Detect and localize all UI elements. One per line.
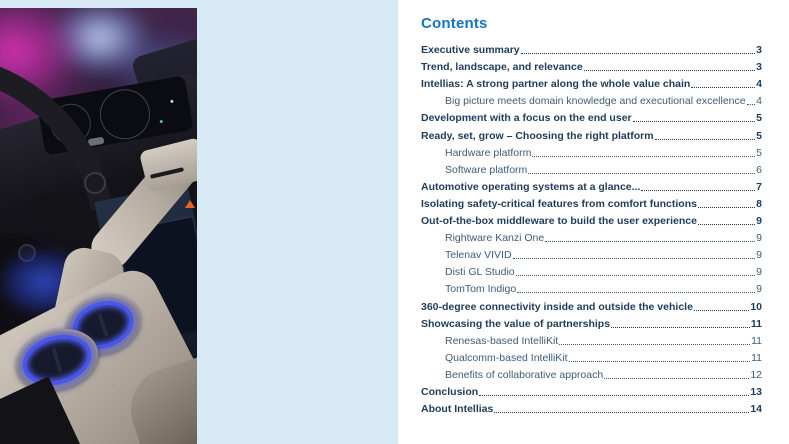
toc-entry-page: 9 (756, 249, 762, 262)
toc-entry[interactable] (421, 75, 762, 92)
toc-title: Contents (421, 15, 488, 32)
toc-entry[interactable] (421, 178, 762, 195)
toc-entry-label: Disti GL Studio (445, 266, 515, 279)
toc-dot-leader (513, 258, 756, 259)
toc-entry-label: Big picture meets domain knowledge and executional excellence (445, 95, 746, 108)
toc-dot-leader (611, 327, 750, 328)
toc-entry-page: 5 (756, 129, 762, 142)
toc-entry-page: 9 (756, 283, 762, 296)
toc-dot-leader (641, 190, 755, 191)
toc-entry-label: Software platform (445, 163, 528, 176)
toc-entry-page: 7 (756, 180, 762, 193)
toc-dot-leader (516, 275, 756, 276)
gauge-right (96, 85, 154, 143)
toc-entry[interactable] (421, 212, 762, 229)
hazard-button (185, 200, 195, 208)
toc-entry-label: Ready, set, grow – Choosing the right platform (421, 129, 654, 142)
toc-entry-label: Executive summary (421, 44, 520, 57)
toc-entry-label: About Intellias (421, 403, 494, 416)
toc-dot-leader (479, 395, 749, 396)
toc-entry[interactable] (421, 246, 762, 263)
toc-entry[interactable] (421, 349, 762, 366)
toc-entry[interactable] (421, 315, 762, 332)
toc-entry-page: 9 (756, 232, 762, 245)
toc-entry-page: 10 (750, 300, 762, 313)
toc-entry-label: Intellias: A strong partner along the whole value chain (421, 78, 691, 91)
toc-dot-leader (698, 224, 755, 225)
toc-dot-leader (747, 104, 756, 105)
toc-entry[interactable] (421, 144, 762, 161)
toc-entry[interactable] (421, 126, 762, 143)
toc-dot-leader (694, 310, 749, 311)
toc-entry[interactable] (421, 366, 762, 383)
toc-entry-label: Trend, landscape, and relevance (421, 61, 583, 74)
toc-entry-label: Hardware platform (445, 146, 532, 159)
toc-entry[interactable] (421, 332, 762, 349)
table-of-contents (421, 15, 762, 417)
toc-entry-page: 8 (756, 197, 762, 210)
toc-entry-page: 14 (750, 403, 762, 416)
toc-list (421, 41, 762, 417)
toc-entry-page: 11 (750, 317, 762, 330)
toc-entry[interactable] (421, 297, 762, 314)
toc-entry-page: 4 (756, 95, 762, 108)
toc-entry-page: 11 (751, 334, 762, 347)
toc-entry-label: Automotive operating systems at a glance... (421, 180, 641, 193)
toc-entry-page: 3 (756, 44, 762, 57)
toc-dot-leader (528, 173, 755, 174)
toc-entry-label: Qualcomm-based IntelliKit (445, 351, 568, 364)
toc-dot-leader (517, 292, 755, 293)
toc-dot-leader (604, 378, 749, 379)
toc-dot-leader (521, 53, 756, 54)
gear-indicator (160, 120, 163, 123)
toc-entry[interactable] (421, 58, 762, 75)
toc-entry-label: Development with a focus on the end user (421, 112, 632, 125)
toc-entry-label: Isolating safety-critical features from comfort functions (421, 197, 697, 210)
toc-entry-label: Conclusion (421, 385, 479, 398)
toc-entry-label: Showcasing the value of partnerships (421, 317, 611, 330)
cup-holder-divider (51, 347, 63, 373)
toc-dot-leader (559, 344, 750, 345)
toc-entry[interactable] (421, 280, 762, 297)
toc-dot-leader (584, 70, 756, 71)
toc-entry[interactable] (421, 383, 762, 400)
toc-entry[interactable] (421, 161, 762, 178)
toc-entry-page: 13 (750, 385, 762, 398)
toc-dot-leader (698, 207, 755, 208)
toc-entry-label: Benefits of collaborative approach (445, 368, 604, 381)
toc-entry-page: 5 (756, 146, 762, 159)
toc-entry-label: TomTom Indigo (445, 283, 517, 296)
cup-holder-divider (97, 313, 109, 337)
toc-entry[interactable] (421, 92, 762, 109)
toc-dot-leader (633, 121, 756, 122)
toc-entry-label: Telenav VIVID (445, 249, 512, 262)
toc-entry[interactable] (421, 263, 762, 280)
toc-entry-page: 11 (751, 351, 762, 364)
car-interior-photo (0, 8, 197, 444)
toc-entry[interactable] (421, 195, 762, 212)
toc-dot-leader (545, 241, 755, 242)
toc-entry[interactable] (421, 41, 762, 58)
toc-entry-label: 360-degree connectivity inside and outside the vehicle (421, 300, 693, 313)
toc-entry-page: 6 (756, 163, 762, 176)
toc-dot-leader (691, 87, 755, 88)
toc-entry[interactable] (421, 400, 762, 417)
toc-dot-leader (655, 139, 756, 140)
toc-entry-label: Rightware Kanzi One (445, 232, 545, 245)
toc-dot-leader (494, 412, 749, 413)
toc-entry-label: Renesas-based IntelliKit (445, 334, 559, 347)
wheel-thumb-roller (84, 172, 106, 194)
toc-entry-page: 3 (756, 61, 762, 74)
toc-entry-page: 4 (756, 78, 762, 91)
toc-entry-page: 9 (756, 215, 762, 228)
toc-entry-page: 9 (756, 266, 762, 279)
cluster-readout (170, 100, 173, 103)
toc-dot-leader (569, 361, 751, 362)
toc-entry-page: 12 (750, 368, 762, 381)
toc-dot-leader (532, 156, 755, 157)
toc-entry-label: Out-of-the-box middleware to build the user experience (421, 215, 697, 228)
toc-entry[interactable] (421, 109, 762, 126)
toc-entry[interactable] (421, 229, 762, 246)
toc-entry-page: 5 (756, 112, 762, 125)
